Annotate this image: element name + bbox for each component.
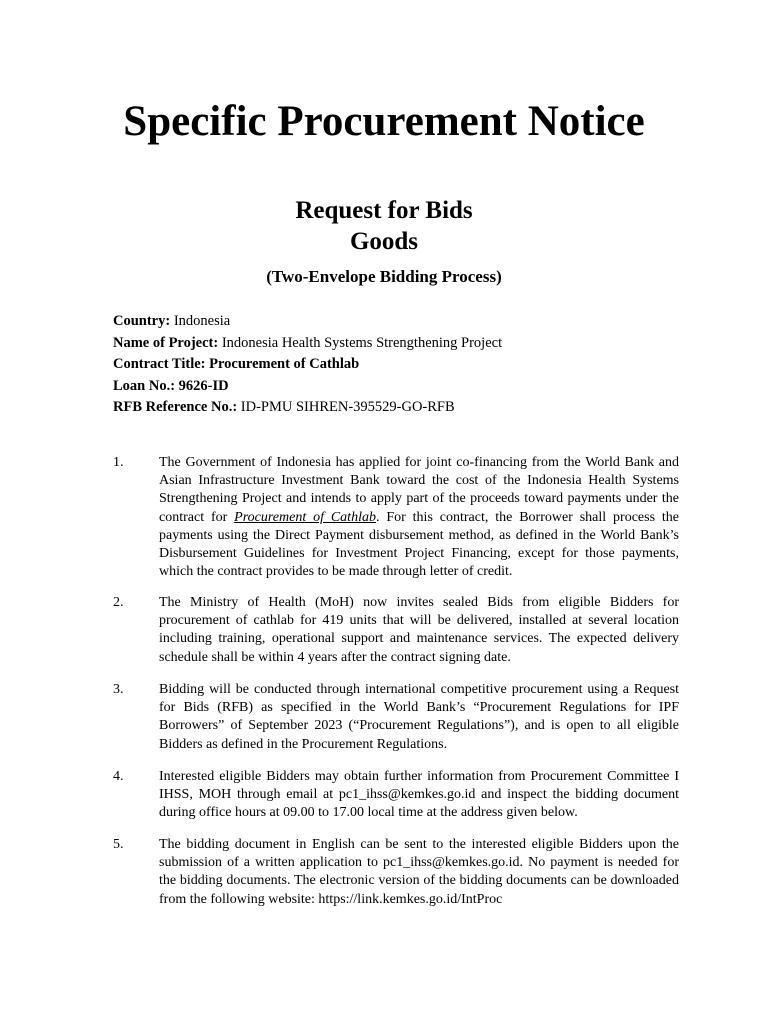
paragraph-5 — [113, 836, 679, 909]
paragraph-text-after: . For this contract, the Borrower shall process the payments using the Direct Payment disbursement method, as defined in the World Bank’s Disbursement Guidelines for Investment Project Financing, except for those payments, which the contract provides to be made through letter of credit. — [159, 509, 679, 580]
bidding-process-label: (Two-Envelope Bidding Process) — [266, 267, 502, 286]
paragraph-text-before: The Government of Indonesia has applied for joint co-financing from the World Bank and Asian Infrastructure Investment Bank toward the cost of the Indonesia Health Systems Strengthening Project and intends to apply part of the proceeds toward payments under the contract for — [159, 455, 679, 525]
notice-metadata — [113, 311, 713, 419]
meta-country-label: Country: — [113, 313, 171, 329]
meta-contract-label: Contract Title: — [113, 356, 206, 372]
subtitle-request-for-bids: Request for Bids — [295, 197, 473, 224]
paragraph-text: The bidding document in English can be sent to the interested eligible Bidders upon the submission of a written application to pc1_ihss@kemkes.go.id. No payment is needed for the bidding documents. The electronic version of the bidding documents can be downloaded from the following website: https://link.kemkes.go.id/IntProc — [159, 837, 679, 907]
paragraph-text: Bidding will be conducted through international competitive procurement using a Request for Bids (RFB) as specified in the World Bank’s “Procurement Regulations for IPF Borrowers” of September 2023 (“Procurement Regulations”), and is open to all eligible Bidders as defined in the Procurement Regulations. — [159, 682, 679, 752]
meta-country-value: Indonesia — [170, 313, 231, 329]
paragraph-1 — [113, 454, 679, 581]
meta-loan-value: 9626-ID — [175, 377, 229, 394]
paragraph-3 — [113, 681, 679, 754]
meta-project-label: Name of Project: — [113, 334, 219, 351]
meta-contract-value: Procurement of Cathlab — [205, 356, 360, 372]
meta-rfb-label: RFB Reference No.: — [113, 399, 238, 415]
meta-country — [113, 311, 713, 333]
meta-loan — [113, 376, 713, 398]
paragraph-number: 2. — [113, 595, 124, 610]
paragraph-number: 5. — [113, 837, 124, 852]
paragraph-number: 3. — [113, 682, 124, 697]
paragraph-4 — [113, 768, 679, 823]
paragraph-number: 1. — [113, 455, 124, 470]
paragraph-number: 4. — [113, 769, 124, 784]
meta-loan-label: Loan No.: — [113, 377, 176, 394]
paragraph-text: The Ministry of Health (MoH) now invites sealed Bids from eligible Bidders for procurement of cathlab for 419 units that will be delivered, installed at several location including training, operational support and maintenance services. The expected delivery schedule shall be within 4 years after the contract signing date. — [159, 595, 679, 665]
meta-project — [113, 333, 713, 355]
meta-rfb-reference — [113, 397, 713, 419]
meta-rfb-value: ID-PMU SIHREN-395529-GO-RFB — [237, 399, 455, 415]
paragraph-text: Interested eligible Bidders may obtain further information from Procurement Committee I IHSS, MOH through email at pc1_ihss@kemkes.go.id and inspect the bidding document during office hours at 09.00 to 17.00 local time at the address given below. — [159, 769, 679, 821]
meta-project-value: Indonesia Health Systems Strengthening Project — [218, 334, 503, 351]
page-title: Specific Procurement Notice — [123, 98, 645, 145]
paragraph-text — [159, 454, 679, 581]
meta-contract — [113, 354, 713, 376]
contract-name-link: Procurement of Cathlab — [234, 509, 376, 525]
subtitle-goods: Goods — [349, 228, 419, 255]
paragraph-2 — [113, 594, 679, 667]
